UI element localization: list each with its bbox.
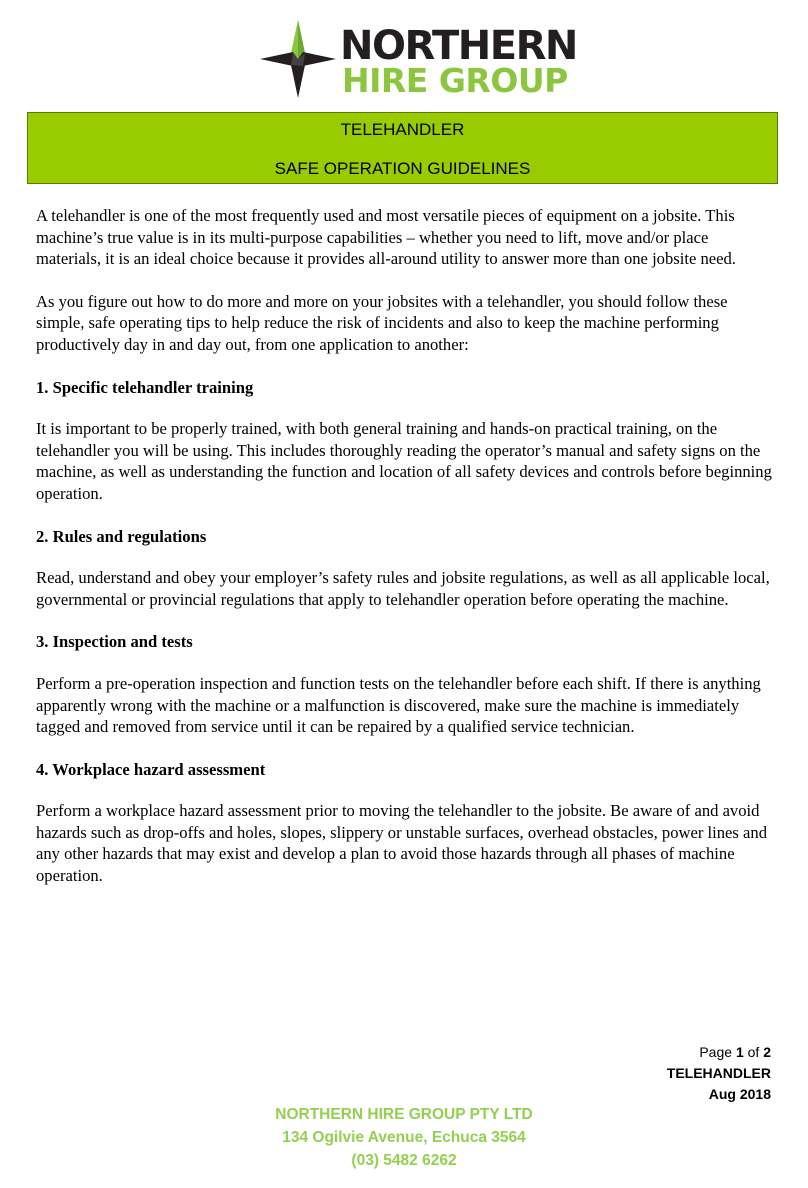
section-heading-inspection: 3. Inspection and tests xyxy=(36,632,193,652)
intro-paragraph-2: As you figure out how to do more and more on your jobsites with a telehandler, you should follow these simple, safe operating tips to help reduce the risk of incidents and also to keep the machine performing productively day in and day out, from one application to another: xyxy=(36,291,728,354)
intro-paragraph-1: A telehandler is one of the most frequently used and most versatile pieces of equipment on a jobsite. This machine’s true value is in its multi-purpose capabilities – whether you need to lift, move and/or place materials, it is an ideal choice because it provides all-around utility to answer more than one jobsite need. xyxy=(36,206,736,269)
of-word: of xyxy=(747,1044,760,1060)
document-title: TELEHANDLER xyxy=(340,120,465,139)
page-number xyxy=(667,1042,771,1063)
title-banner xyxy=(27,112,778,184)
company-logo xyxy=(258,18,577,100)
section-heading-training: 1. Specific telehandler training xyxy=(36,377,254,397)
section-body-inspection: Perform a pre-operation inspection and function tests on the telehandler before each shift. If there is anything apparently wrong with the machine or a malfunction is discovered, make sure the machine is immediately tagged and removed from service until it can be repaired by a qualified service technician. xyxy=(36,673,761,737)
logo-wordmark-hire-group: HIRE GROUP xyxy=(342,61,568,100)
page-word: Page xyxy=(699,1044,733,1060)
page-doc-name: TELEHANDLER xyxy=(666,1065,771,1081)
footer-company: NORTHERN HIRE GROUP PTY LTD xyxy=(275,1106,533,1123)
page-total: 2 xyxy=(763,1044,771,1060)
section-body-training: It is important to be properly trained, with both general training and hands-on practical training, on the telehandler you will be using. This includes thoroughly reading the operator’s manual and safety signs on the machine, as well as understanding the function and location of all safety devices and controls before beginning operation. xyxy=(36,419,772,503)
footer-address: 134 Ogilvie Avenue, Echuca 3564 xyxy=(282,1129,526,1146)
page-info xyxy=(667,1042,771,1105)
logo-wordmark-northern: NORTHERN xyxy=(340,23,577,69)
compass-star-icon xyxy=(258,18,338,100)
section-heading-hazard: 4. Workplace hazard assessment xyxy=(36,759,266,779)
page-date: Aug 2018 xyxy=(708,1086,771,1102)
document-body xyxy=(36,205,776,908)
section-body-rules: Read, understand and obey your employer’s safety rules and jobsite regulations, as well as all applicable local, governmental or provincial regulations that apply to telehandler operation before operating the machine. xyxy=(36,568,770,609)
page-current: 1 xyxy=(735,1044,744,1060)
section-heading-rules: 2. Rules and regulations xyxy=(36,526,207,546)
section-body-hazard: Perform a workplace hazard assessment prior to moving the telehandler to the jobsite. Be aware of and avoid hazards such as drop-offs and holes, slopes, slippery or unstable surfaces, overhead obstacles, power lines and any other hazards that may exist and develop a plan to avoid those hazards through all phases of machine operation. xyxy=(36,801,767,886)
footer xyxy=(0,1103,808,1172)
footer-phone: (03) 5482 6262 xyxy=(351,1152,457,1169)
document-subtitle: SAFE OPERATION GUIDELINES xyxy=(274,159,531,178)
